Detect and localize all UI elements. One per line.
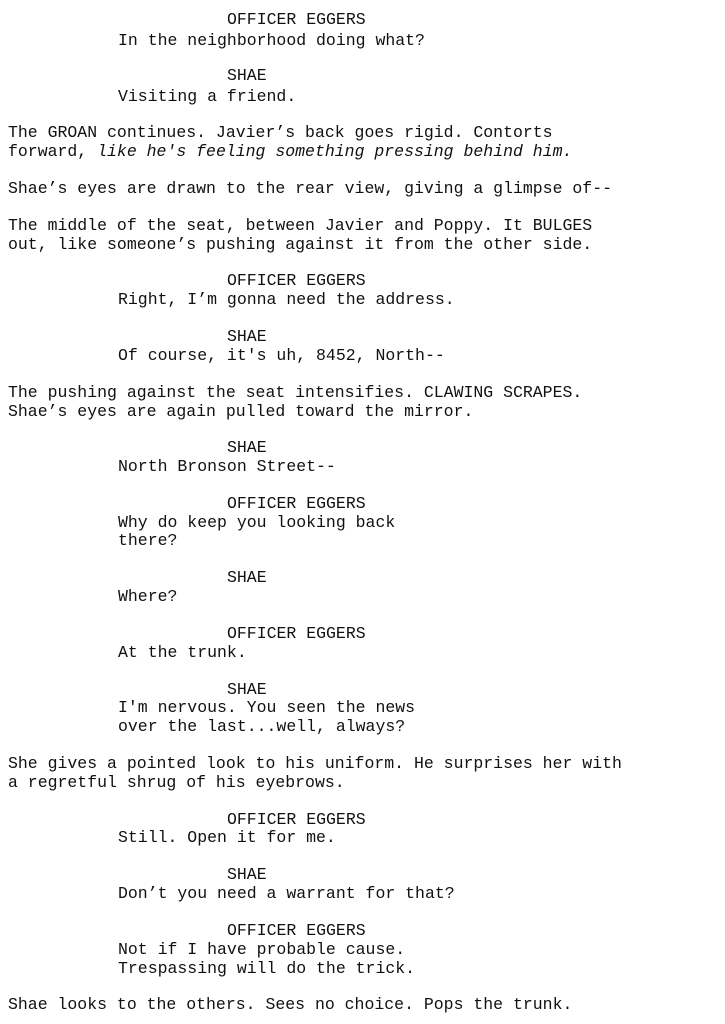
character-name: OFFICER EGGERS [227,271,366,290]
dialogue-line: Why do keep you looking back [118,513,396,532]
character-name: OFFICER EGGERS [227,921,366,940]
action-line: a regretful shrug of his eyebrows. [8,773,345,792]
action-line: The GROAN continues. Javier’s back goes rigid. Contorts [8,123,553,142]
character-name: SHAE [227,680,267,699]
character-name: SHAE [227,66,267,85]
dialogue-line: I'm nervous. You seen the news [118,698,416,717]
action-line: She gives a pointed look to his uniform. He surprises her with [8,754,622,773]
dialogue-line: Still. Open it for me. [118,828,336,847]
character-name: SHAE [227,327,267,346]
dialogue-line: Right, I’m gonna need the address. [118,290,455,309]
dialogue-line: there? [118,531,178,550]
dialogue-line: over the last...well, always? [118,717,406,736]
character-name: OFFICER EGGERS [227,624,366,643]
dialogue-line: Where? [118,587,178,606]
action-line: Shae’s eyes are drawn to the rear view, giving a glimpse of-- [8,179,612,198]
action-line: The pushing against the seat intensifies. CLAWING SCRAPES. [8,383,583,402]
dialogue-line: Trespassing will do the trick. [118,959,416,978]
dialogue-line: At the trunk. [118,643,247,662]
action-line [8,143,572,162]
character-name: SHAE [227,568,267,587]
action-line: out, like someone’s pushing against it from the other side. [8,235,593,254]
action-line: Shae looks to the others. Sees no choice. Pops the trunk. [8,995,573,1014]
dialogue-line: In the neighborhood doing what? [118,31,425,50]
character-name: SHAE [227,438,267,457]
dialogue-line: Don’t you need a warrant for that? [118,884,455,903]
dialogue-line: Not if I have probable cause. [118,940,406,959]
dialogue-line: Visiting a friend. [118,87,297,106]
action-text: forward, [8,142,98,161]
character-name: OFFICER EGGERS [227,494,366,513]
character-name: OFFICER EGGERS [227,10,366,29]
dialogue-line: Of course, it's uh, 8452, North-- [118,346,445,365]
character-name: SHAE [227,865,267,884]
character-name: OFFICER EGGERS [227,810,366,829]
action-line: The middle of the seat, between Javier and Poppy. It BULGES [8,216,593,235]
action-italic-text: like he's feeling something pressing behind him. [97,142,573,161]
dialogue-line: North Bronson Street-- [118,457,336,476]
action-line: Shae’s eyes are again pulled toward the mirror. [8,402,474,421]
